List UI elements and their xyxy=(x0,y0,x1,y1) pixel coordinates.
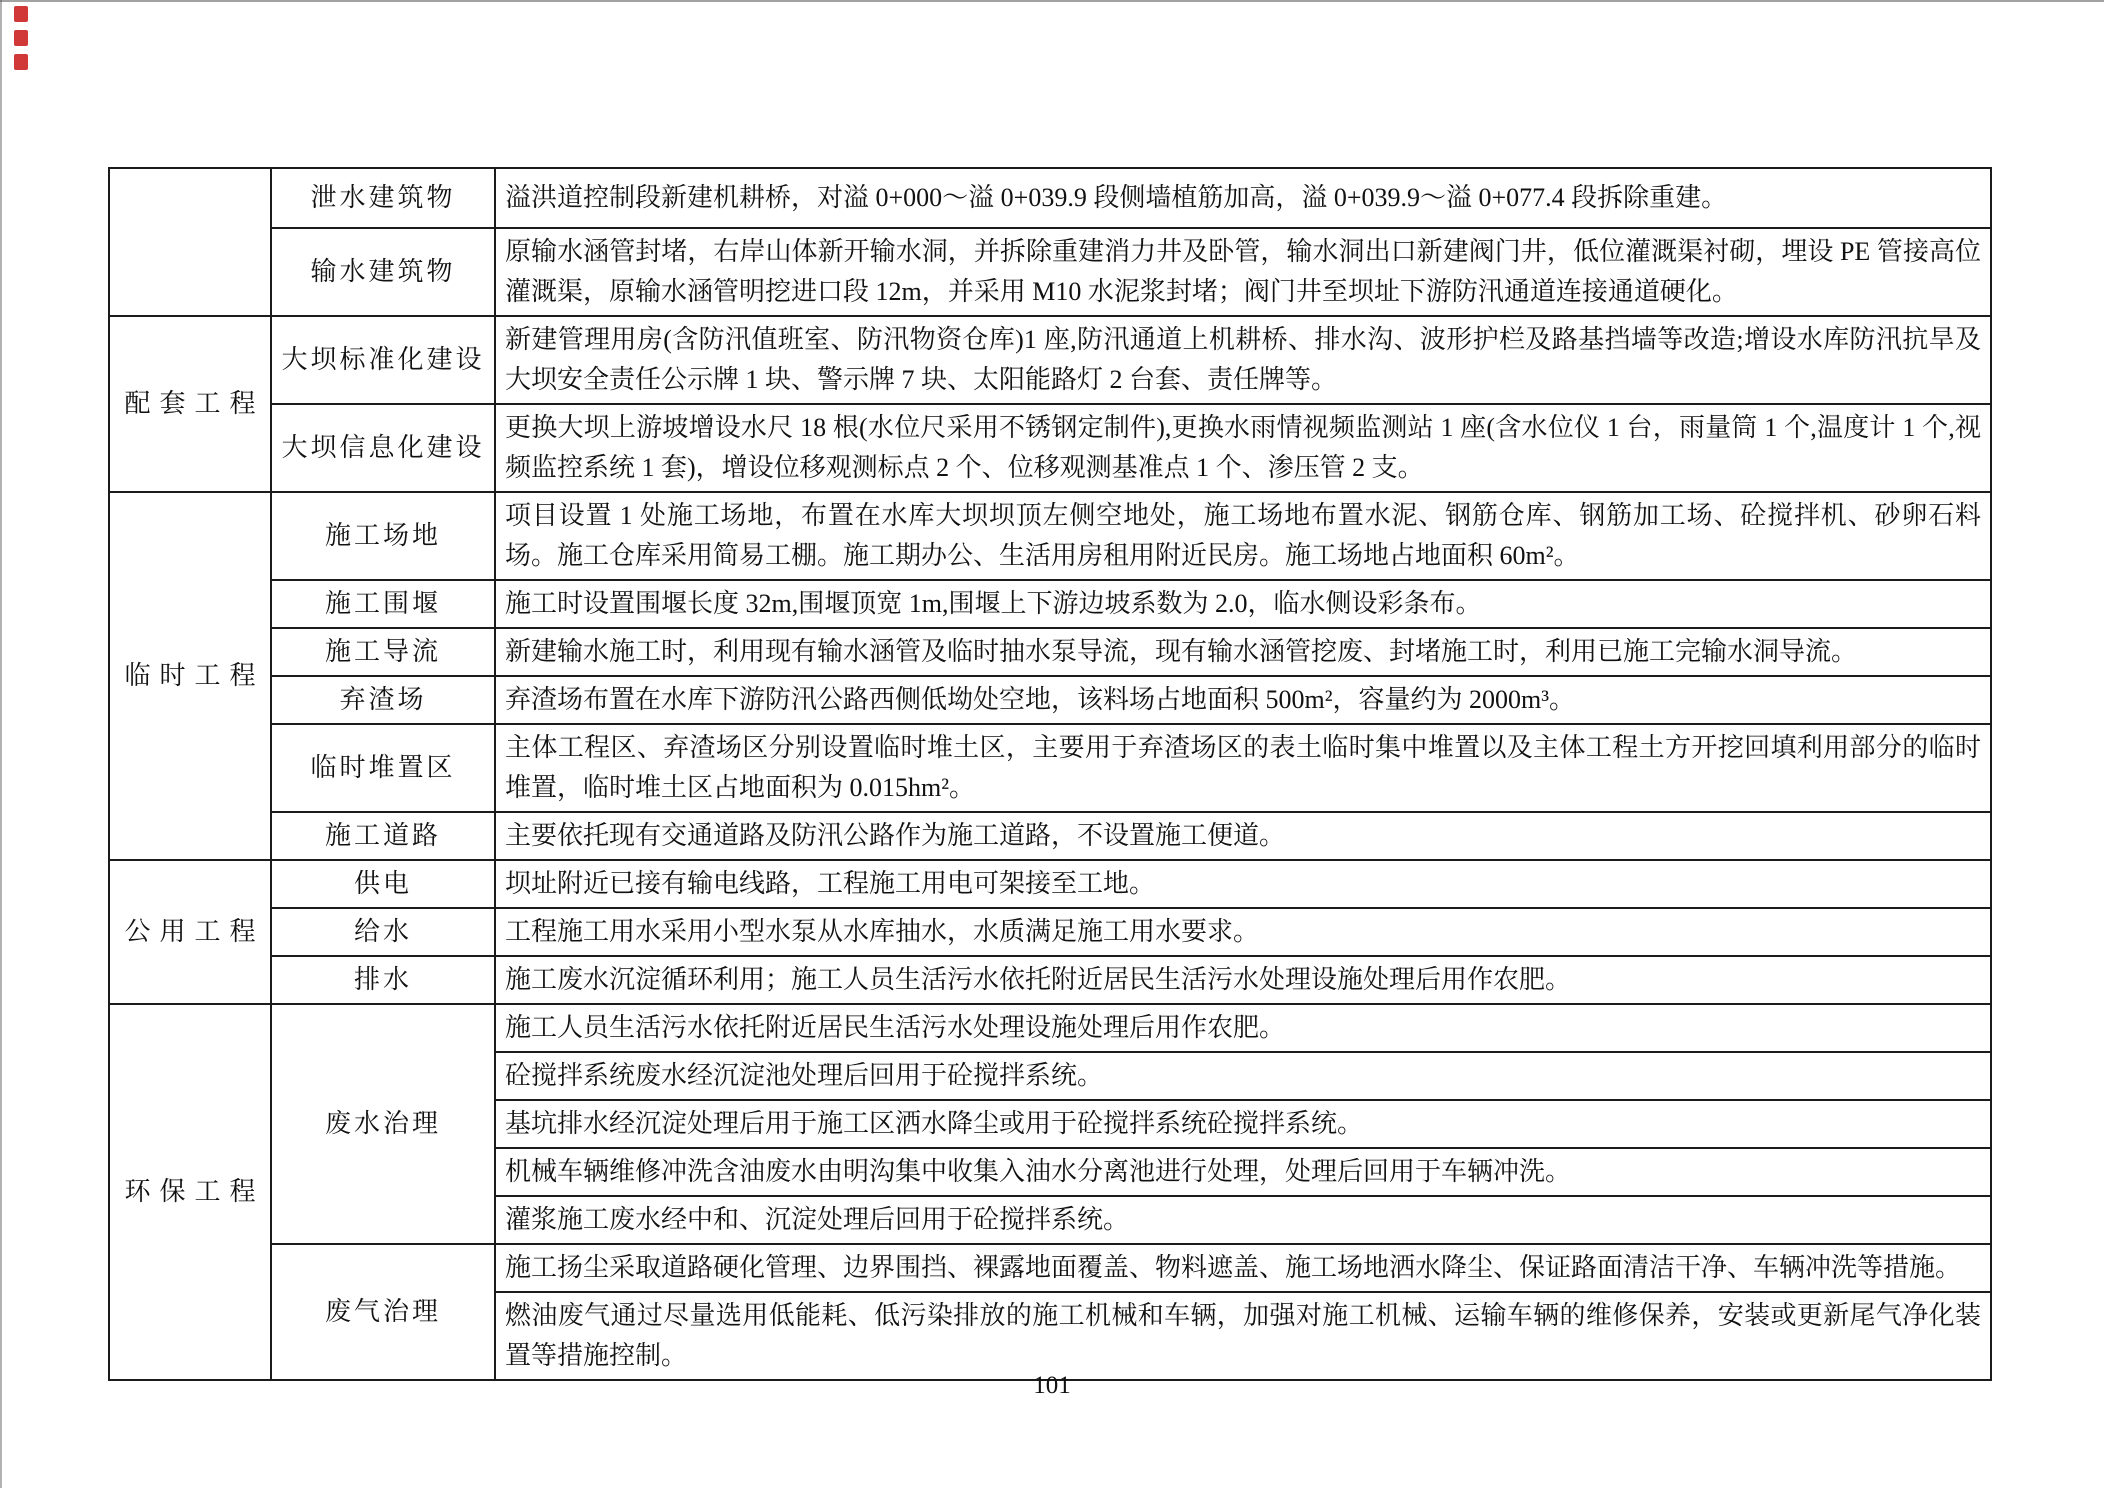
category-cell: 环保工程 xyxy=(109,1004,271,1380)
category-cell: 公用工程 xyxy=(109,860,271,1004)
content-cell: 灌浆施工废水经中和、沉淀处理后回用于砼搅拌系统。 xyxy=(495,1196,1991,1244)
category-cell xyxy=(109,168,271,316)
subcategory-cell: 临时堆置区 xyxy=(271,724,495,812)
table-row xyxy=(109,676,1991,724)
subcategory-cell: 输水建筑物 xyxy=(271,228,495,316)
table-row xyxy=(109,316,1991,404)
content-cell: 施工扬尘采取道路硬化管理、边界围挡、裸露地面覆盖、物料遮盖、施工场地洒水降尘、保证路面清洁干净、车辆冲洗等措施。 xyxy=(495,1244,1991,1292)
table-row xyxy=(109,908,1991,956)
content-cell: 施工人员生活污水依托附近居民生活污水处理设施处理后用作农肥。 xyxy=(495,1004,1991,1052)
red-mark xyxy=(14,54,28,70)
table-row xyxy=(109,404,1991,492)
red-mark xyxy=(14,30,28,46)
content-cell: 坝址附近已接有输电线路，工程施工用电可架接至工地。 xyxy=(495,860,1991,908)
subcategory-cell: 泄水建筑物 xyxy=(271,168,495,228)
subcategory-cell: 供电 xyxy=(271,860,495,908)
content-cell: 溢洪道控制段新建机耕桥，对溢 0+000～溢 0+039.9 段侧墙植筋加高，溢 0+039.9～溢 0+077.4 段拆除重建。 xyxy=(495,168,1991,228)
subcategory-cell: 施工围堰 xyxy=(271,580,495,628)
scan-edge-top xyxy=(0,0,2104,2)
table-row xyxy=(109,1244,1991,1292)
content-cell: 施工时设置围堰长度 32m,围堰顶宽 1m,围堰上下游边坡系数为 2.0，临水侧设彩条布。 xyxy=(495,580,1991,628)
content-cell: 新建输水施工时，利用现有输水涵管及临时抽水泵导流，现有输水涵管挖废、封堵施工时，利用已施工完输水洞导流。 xyxy=(495,628,1991,676)
category-cell: 配套工程 xyxy=(109,316,271,492)
subcategory-cell: 给水 xyxy=(271,908,495,956)
red-mark xyxy=(14,6,28,22)
category-cell: 临时工程 xyxy=(109,492,271,860)
table-row xyxy=(109,956,1991,1004)
content-cell: 基坑排水经沉淀处理后用于施工区洒水降尘或用于砼搅拌系统砼搅拌系统。 xyxy=(495,1100,1991,1148)
content-cell: 弃渣场布置在水库下游防汛公路西侧低坳处空地，该料场占地面积 500m²，容量约为 2000m³。 xyxy=(495,676,1991,724)
content-cell: 项目设置 1 处施工场地，布置在水库大坝坝顶左侧空地处，施工场地布置水泥、钢筋仓库、钢筋加工场、砼搅拌机、砂卵石料场。施工仓库采用简易工棚。施工期办公、生活用房租用附近民房。施工场地占地面积 60m²。 xyxy=(495,492,1991,580)
subcategory-cell: 施工场地 xyxy=(271,492,495,580)
page-number: 101 xyxy=(1033,1372,1071,1399)
scan-edge-left xyxy=(0,0,2,1488)
subcategory-cell: 废水治理 xyxy=(271,1004,495,1244)
content-cell: 主要依托现有交通道路及防汛公路作为施工道路，不设置施工便道。 xyxy=(495,812,1991,860)
subcategory-cell: 施工道路 xyxy=(271,812,495,860)
content-cell: 主体工程区、弃渣场区分别设置临时堆土区，主要用于弃渣场区的表土临时集中堆置以及主体工程土方开挖回填利用部分的临时堆置，临时堆土区占地面积为 0.015hm²。 xyxy=(495,724,1991,812)
scan-artifact-marks xyxy=(14,6,28,78)
table-row xyxy=(109,860,1991,908)
subcategory-cell: 排水 xyxy=(271,956,495,1004)
subcategory-cell: 施工导流 xyxy=(271,628,495,676)
table-row xyxy=(109,580,1991,628)
content-cell: 机械车辆维修冲洗含油废水由明沟集中收集入油水分离池进行处理，处理后回用于车辆冲洗。 xyxy=(495,1148,1991,1196)
subcategory-cell: 弃渣场 xyxy=(271,676,495,724)
content-cell: 更换大坝上游坡增设水尺 18 根(水位尺采用不锈钢定制件),更换水雨情视频监测站 1 座(含水位仪 1 台，雨量筒 1 个,温度计 1 个,视频监控系统 1 套)，增设位移观测标点 2 个、位移观测基准点 1 个、渗压管 2 支。 xyxy=(495,404,1991,492)
content-cell: 施工废水沉淀循环利用；施工人员生活污水依托附近居民生活污水处理设施处理后用作农肥。 xyxy=(495,956,1991,1004)
content-cell: 燃油废气通过尽量选用低能耗、低污染排放的施工机械和车辆，加强对施工机械、运输车辆的维修保养，安装或更新尾气净化装置等措施控制。 xyxy=(495,1292,1991,1380)
subcategory-cell: 废气治理 xyxy=(271,1244,495,1380)
project-measures-table xyxy=(108,167,1992,1381)
table-row xyxy=(109,1004,1991,1052)
content-cell: 原输水涵管封堵，右岸山体新开输水洞，并拆除重建消力井及卧管，输水洞出口新建阀门井，低位灌溉渠衬砌，埋设 PE 管接高位灌溉渠，原输水涵管明挖进口段 12m，并采用 M10 水泥浆封堵；阀门井至坝址下游防汛通道连接通道硬化。 xyxy=(495,228,1991,316)
content-cell: 新建管理用房(含防汛值班室、防汛物资仓库)1 座,防汛通道上机耕桥、排水沟、波形护栏及路基挡墙等改造;增设水库防汛抗旱及大坝安全责任公示牌 1 块、警示牌 7 块、太阳能路灯 2 台套、责任牌等。 xyxy=(495,316,1991,404)
table-row xyxy=(109,628,1991,676)
subcategory-cell: 大坝标准化建设 xyxy=(271,316,495,404)
table-row xyxy=(109,492,1991,580)
table-row xyxy=(109,228,1991,316)
table-row xyxy=(109,724,1991,812)
content-cell: 工程施工用水采用小型水泵从水库抽水，水质满足施工用水要求。 xyxy=(495,908,1991,956)
table-row xyxy=(109,168,1991,228)
subcategory-cell: 大坝信息化建设 xyxy=(271,404,495,492)
table-row xyxy=(109,812,1991,860)
content-cell: 砼搅拌系统废水经沉淀池处理后回用于砼搅拌系统。 xyxy=(495,1052,1991,1100)
